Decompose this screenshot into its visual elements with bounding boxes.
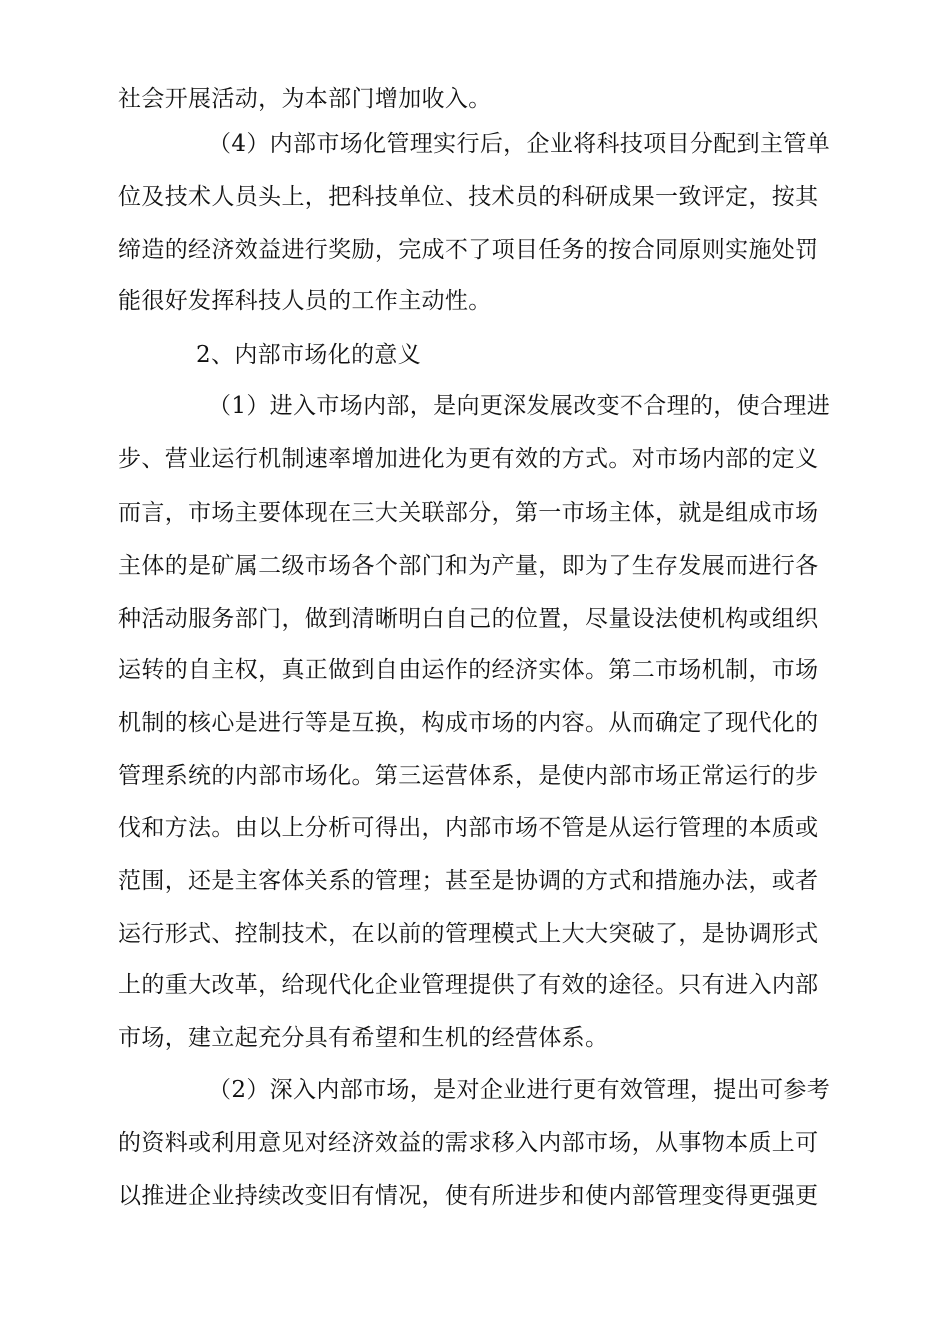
text-line: （4）内部市场化管理实行后，企业将科技项目分配到主管单: [208, 131, 831, 157]
text-line: 范围，还是主客体关系的管理；甚至是协调的方式和措施办法，或者: [118, 868, 819, 894]
text-line: 社会开展活动，为本部门增加收入。: [118, 86, 492, 112]
text-line: 管理系统的内部市场化。第三运营体系，是使内部市场正常运行的步: [118, 763, 819, 789]
text-line: 机制的核心是进行等是互换，构成市场的内容。从而确定了现代化的: [118, 710, 819, 736]
text-line: 主体的是矿属二级市场各个部门和为产量，即为了生存发展而进行各: [118, 553, 819, 579]
text-line: 伐和方法。由以上分析可得出，内部市场不管是从运行管理的本质或: [118, 815, 819, 841]
text-line: 运转的自主权，真正做到自由运作的经济实体。第二市场机制，市场: [118, 657, 819, 683]
text-line: 能很好发挥科技人员的工作主动性。: [118, 288, 492, 314]
text-line: 上的重大改革，给现代化企业管理提供了有效的途径。只有进入内部: [118, 972, 819, 998]
text-line: 而言，市场主要体现在三大关联部分，第一市场主体，就是组成市场: [118, 500, 819, 526]
text-line: 市场，建立起充分具有希望和生机的经营体系。: [118, 1025, 609, 1051]
text-line: 运行形式、控制技术，在以前的管理模式上大大突破了，是协调形式: [118, 921, 819, 947]
text-line: 位及技术人员头上，把科技单位、技术员的科研成果一致评定，按其: [118, 184, 819, 210]
text-line: 缔造的经济效益进行奖励，完成不了项目任务的按合同原则实施处罚: [118, 237, 819, 263]
text-line: 以推进企业持续改变旧有情况，使有所进步和使内部管理变得更强更: [118, 1183, 819, 1209]
text-line: （1）进入市场内部，是向更深发展改变不合理的，使合理进: [208, 393, 831, 419]
text-line: 的资料或利用意见对经济效益的需求移入内部市场，从事物本质上可: [118, 1130, 819, 1156]
text-line: 步、营业运行机制速率增加进化为更有效的方式。对市场内部的定义: [118, 446, 819, 472]
section-heading: 2、内部市场化的意义: [196, 342, 422, 368]
text-line: 种活动服务部门，做到清晰明白自己的位置，尽量设法使机构或组织: [118, 606, 819, 632]
text-line: （2）深入内部市场，是对企业进行更有效管理，提出可参考: [208, 1077, 831, 1103]
